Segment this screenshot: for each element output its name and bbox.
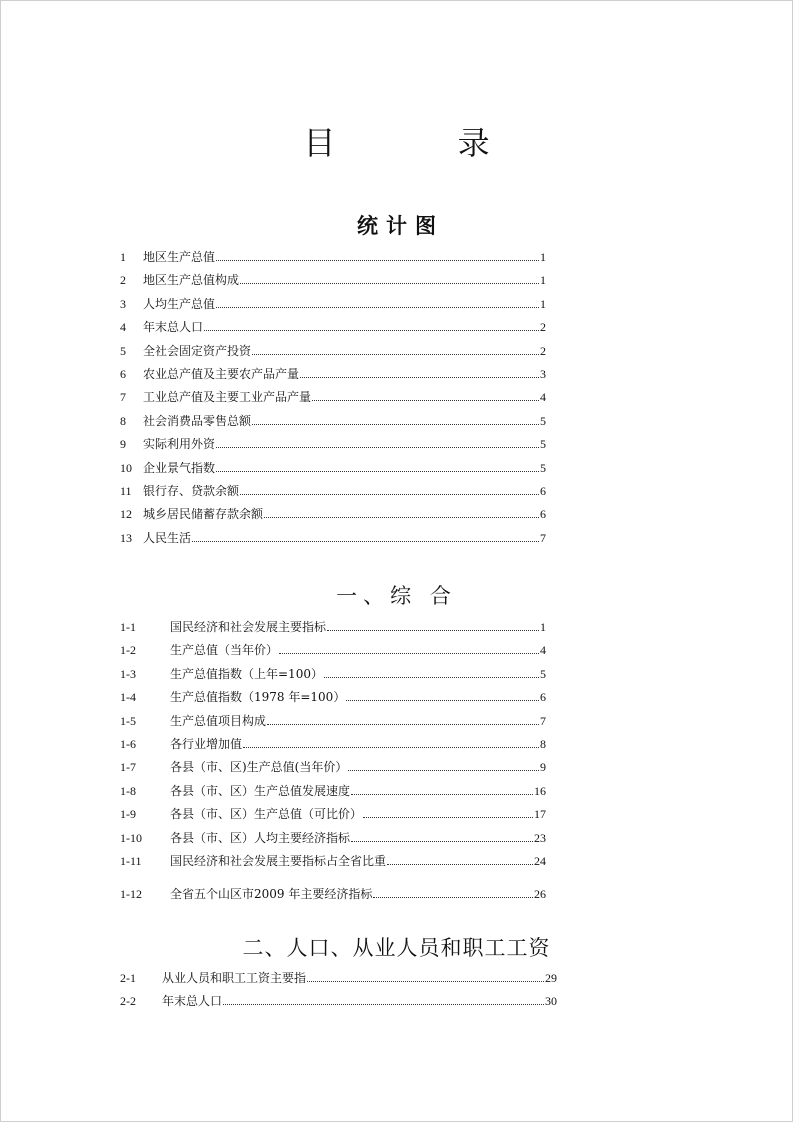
toc-entry[interactable] — [120, 969, 557, 985]
toc-leader-dots — [307, 981, 544, 982]
toc-entry[interactable] — [120, 529, 546, 545]
toc-entry-title: 社会消费品零售总额 — [143, 414, 252, 428]
toc-entry[interactable] — [120, 459, 546, 475]
toc-entry-page: 7 — [540, 531, 546, 545]
toc-entry[interactable] — [120, 388, 546, 404]
toc-leader-dots — [216, 471, 539, 472]
toc-entry-page: 4 — [540, 390, 546, 404]
page-title: 目 录 — [303, 124, 546, 162]
toc-leader-dots — [223, 1004, 544, 1005]
toc-entry-page: 5 — [540, 667, 546, 681]
section-heading-population: 二、人口、从业人员和职工工资 — [242, 936, 551, 960]
toc-entry-page: 2 — [540, 344, 546, 358]
toc-entry-number: 1 — [120, 250, 126, 264]
toc-entry-page: 4 — [540, 643, 546, 657]
toc-entry-number: 1-4 — [120, 690, 136, 704]
toc-entry-number: 10 — [120, 461, 132, 475]
toc-entry-number: 1-2 — [120, 643, 136, 657]
toc-entry-number: 7 — [120, 390, 126, 404]
toc-entry-title: 人均生产总值 — [143, 297, 216, 311]
section-heading-general: 一、综 合 — [336, 584, 457, 608]
toc-entry-title: 各县（市、区）生产总值（可比价） — [170, 807, 363, 821]
toc-entry-number: 12 — [120, 507, 132, 521]
toc-entry-number: 9 — [120, 437, 126, 451]
toc-entry[interactable] — [120, 712, 546, 728]
toc-entry-page: 17 — [534, 807, 546, 821]
toc-entry-number: 8 — [120, 414, 126, 428]
toc-entry[interactable] — [120, 618, 546, 634]
toc-entry-title: 各行业增加值 — [170, 737, 243, 751]
toc-leader-dots — [243, 747, 539, 748]
toc-entry[interactable] — [120, 365, 546, 381]
toc-entry-number: 1-12 — [120, 887, 142, 901]
toc-entry-page: 6 — [540, 690, 546, 704]
toc-leader-dots — [327, 630, 539, 631]
toc-entry-number: 1-6 — [120, 737, 136, 751]
toc-entry-page: 9 — [540, 760, 546, 774]
toc-entry-page: 1 — [540, 297, 546, 311]
toc-entry-page: 5 — [540, 414, 546, 428]
toc-entry-page: 5 — [540, 437, 546, 451]
toc-entry-title: 工业总产值及主要工业产品产量 — [143, 390, 312, 404]
toc-entry[interactable] — [120, 885, 546, 901]
toc-entry-number: 2 — [120, 273, 126, 287]
toc-entry-title: 农业总产值及主要农产品产量 — [143, 367, 300, 381]
toc-entry[interactable] — [120, 829, 546, 845]
toc-entry-title: 人民生活 — [143, 531, 192, 545]
toc-entry-title: 年末总人口 — [143, 320, 204, 334]
toc-leader-dots — [252, 424, 539, 425]
toc-entry[interactable] — [120, 505, 546, 521]
toc-entry-number: 2-1 — [120, 971, 136, 985]
toc-entry-page: 6 — [540, 484, 546, 498]
toc-entry-title: 城乡居民储蓄存款余额 — [143, 507, 264, 521]
toc-entry[interactable] — [120, 992, 557, 1008]
toc-entry-number: 1-7 — [120, 760, 136, 774]
toc-entry-title: 国民经济和社会发展主要指标占全省比重 — [170, 854, 387, 868]
toc-entry-number: 4 — [120, 320, 126, 334]
toc-entry[interactable] — [120, 735, 546, 751]
toc-entry[interactable] — [120, 318, 546, 334]
toc-entry-page: 3 — [540, 367, 546, 381]
toc-entry[interactable] — [120, 805, 546, 821]
toc-leader-dots — [192, 541, 539, 542]
toc-entry-title: 实际利用外资 — [143, 437, 216, 451]
toc-entry-number: 1-3 — [120, 667, 136, 681]
toc-leader-dots — [346, 700, 539, 701]
toc-entry[interactable] — [120, 482, 546, 498]
toc-leader-dots — [387, 864, 533, 865]
toc-entry-page: 26 — [534, 887, 546, 901]
toc-leader-dots — [279, 653, 539, 654]
toc-entry-title: 从业人员和职工工资主要指 — [162, 971, 307, 985]
toc-entry[interactable] — [120, 641, 546, 657]
toc-entry[interactable] — [120, 342, 546, 358]
toc-leader-dots — [267, 724, 539, 725]
toc-leader-dots — [264, 517, 539, 518]
toc-entry[interactable] — [120, 758, 546, 774]
toc-entry-page: 5 — [540, 461, 546, 475]
toc-entry-page: 29 — [545, 971, 557, 985]
toc-entry-title: 生产总值指数（上年=100） — [170, 667, 323, 681]
toc-leader-dots — [240, 494, 539, 495]
toc-leader-dots — [312, 400, 539, 401]
toc-entry-title: 国民经济和社会发展主要指标 — [170, 620, 327, 634]
toc-entry-title: 地区生产总值 — [143, 250, 216, 264]
toc-leader-dots — [351, 841, 533, 842]
toc-leader-dots — [252, 354, 539, 355]
toc-entry-number: 1-8 — [120, 784, 136, 798]
toc-entry-number: 6 — [120, 367, 126, 381]
toc-entry-number: 1-9 — [120, 807, 136, 821]
toc-entry[interactable] — [120, 435, 546, 451]
toc-leader-dots — [373, 897, 533, 898]
toc-entry-title: 年末总人口 — [162, 994, 223, 1008]
toc-entry-title: 全省五个山区市2009 年主要经济指标 — [170, 887, 373, 901]
toc-entry-number: 1-1 — [120, 620, 136, 634]
toc-entry-page: 8 — [540, 737, 546, 751]
toc-entry-number: 11 — [120, 484, 132, 498]
toc-entry-title: 生产总值（当年价） — [170, 643, 279, 657]
toc-entry-title: 各县（市、区）人均主要经济指标 — [170, 831, 351, 845]
toc-entry-number: 5 — [120, 344, 126, 358]
toc-entry-title: 银行存、贷款余额 — [143, 484, 240, 498]
toc-entry-page: 6 — [540, 507, 546, 521]
toc-entry[interactable] — [120, 665, 546, 681]
toc-entry-title: 各县（市、区)生产总值(当年价） — [170, 760, 348, 774]
toc-entry[interactable] — [120, 852, 546, 868]
toc-entry-title: 生产总值指数（1978 年=100） — [170, 690, 346, 704]
toc-leader-dots — [363, 817, 533, 818]
toc-leader-dots — [216, 260, 539, 261]
toc-entry[interactable] — [120, 248, 546, 264]
toc-leader-dots — [300, 377, 539, 378]
toc-leader-dots — [324, 677, 539, 678]
toc-entry-number: 3 — [120, 297, 126, 311]
toc-entry-number: 1-10 — [120, 831, 142, 845]
toc-entry-number: 2-2 — [120, 994, 136, 1008]
toc-entry[interactable] — [120, 412, 546, 428]
toc-entry-page: 24 — [534, 854, 546, 868]
toc-entry-number: 1-5 — [120, 714, 136, 728]
toc-entry[interactable] — [120, 271, 546, 287]
toc-entry-title: 全社会固定资产投资 — [143, 344, 252, 358]
section-heading-charts: 统计图 — [357, 214, 444, 238]
toc-leader-dots — [240, 283, 539, 284]
toc-leader-dots — [216, 447, 539, 448]
toc-entry-page: 1 — [540, 620, 546, 634]
toc-entry[interactable] — [120, 688, 546, 704]
toc-entry-page: 7 — [540, 714, 546, 728]
toc-entry-number: 13 — [120, 531, 132, 545]
toc-entry-page: 1 — [540, 273, 546, 287]
toc-entry-number: 1-11 — [120, 854, 142, 868]
toc-entry-page: 1 — [540, 250, 546, 264]
toc-entry-page: 2 — [540, 320, 546, 334]
toc-entry[interactable] — [120, 295, 546, 311]
toc-entry-title: 企业景气指数 — [143, 461, 216, 475]
toc-entry-page: 16 — [534, 784, 546, 798]
toc-entry-page: 23 — [534, 831, 546, 845]
toc-leader-dots — [204, 330, 539, 331]
toc-leader-dots — [351, 794, 533, 795]
toc-entry-title: 各县（市、区）生产总值发展速度 — [170, 784, 351, 798]
toc-entry-page: 30 — [545, 994, 557, 1008]
toc-leader-dots — [216, 307, 539, 308]
toc-leader-dots — [348, 770, 539, 771]
toc-entry-title: 地区生产总值构成 — [143, 273, 240, 287]
toc-entry[interactable] — [120, 782, 546, 798]
toc-entry-title: 生产总值项目构成 — [170, 714, 267, 728]
